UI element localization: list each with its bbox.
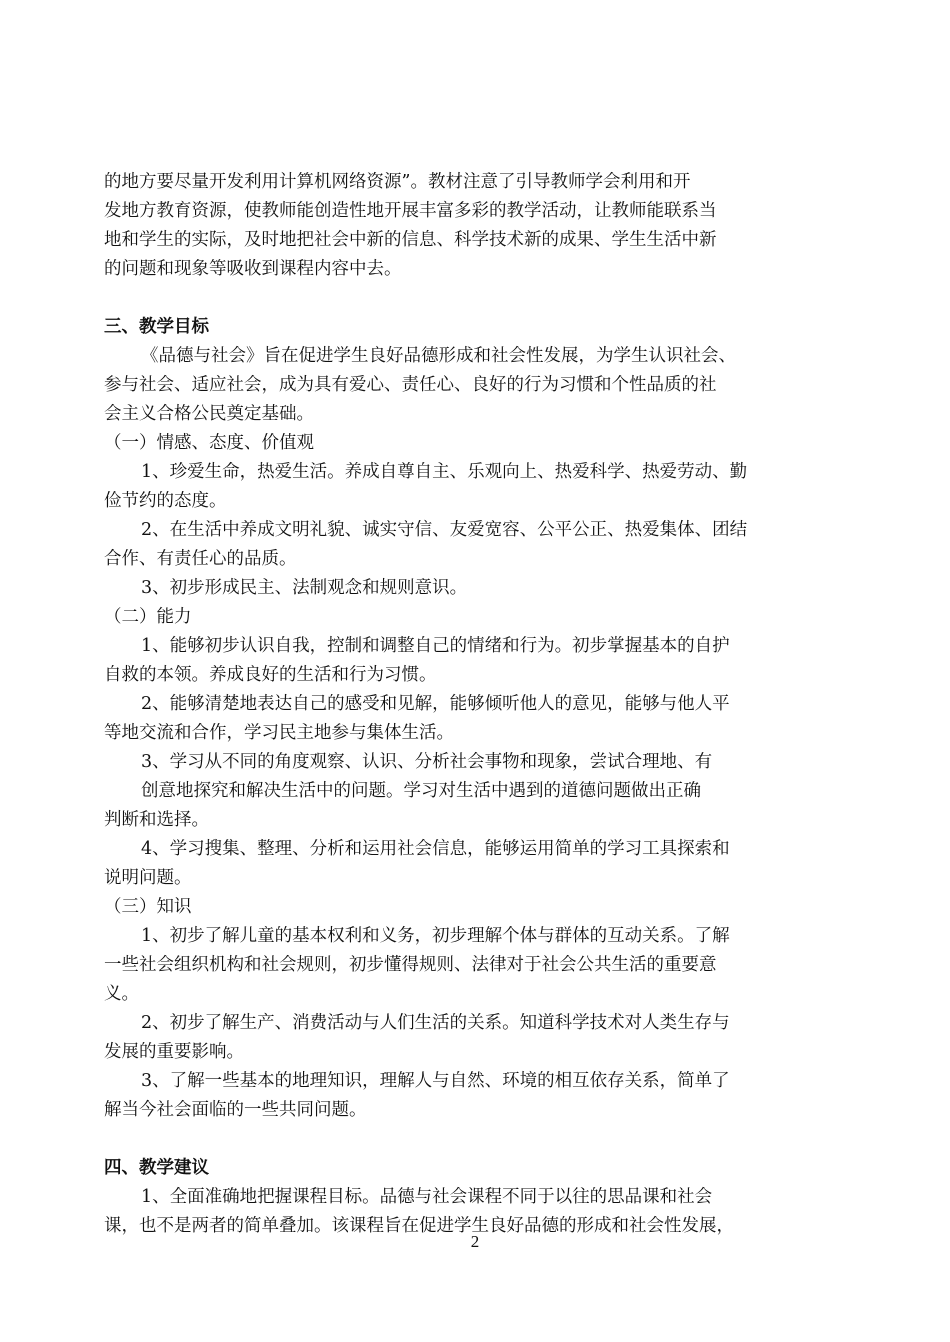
text-line: 3、学习从不同的角度观察、认识、分析社会事物和现象，尝试合理地、有 <box>141 752 713 772</box>
text-line: 解当今社会面临的一些共同问题。 <box>104 1100 367 1120</box>
text-line: 1、全面准确地把握课程目标。品德与社会课程不同于以往的思品课和社会 <box>141 1187 713 1207</box>
text-line: 发展的重要影响。 <box>104 1042 244 1062</box>
text-line: 1、能够初步认识自我，控制和调整自己的情绪和行为。初步掌握基本的自护 <box>141 636 730 656</box>
text-line: 1、初步了解儿童的基本权利和义务，初步理解个体与群体的互动关系。了解 <box>141 926 730 946</box>
text-line: 创意地探究和解决生活中的问题。学习对生活中遇到的道德问题做出正确 <box>141 781 701 801</box>
text-line: 参与社会、适应社会，成为具有爱心、责任心、良好的行为习惯和个性品质的社 <box>104 375 717 395</box>
section-heading: 四、教学建议 <box>104 1158 209 1178</box>
text-line: 《品德与社会》旨在促进学生良好品德形成和社会性发展，为学生认识社会、 <box>141 346 736 366</box>
text-line: 判断和选择。 <box>104 810 209 830</box>
text-line: 一些社会组织机构和社会规则，初步懂得规则、法律对于社会公共生活的重要意 <box>104 955 717 975</box>
text-line: 合作、有责任心的品质。 <box>104 549 297 569</box>
subsection-heading: （二）能力 <box>104 607 192 627</box>
subsection-heading: （一）情感、态度、价值观 <box>104 433 314 453</box>
text-line: 义。 <box>104 984 139 1004</box>
text-line: 4、学习搜集、整理、分析和运用社会信息，能够运用简单的学习工具探索和 <box>141 839 730 859</box>
text-line: 1、珍爱生命，热爱生活。养成自尊自主、乐观向上、热爱科学、热爱劳动、勤 <box>141 462 748 482</box>
text-line: 2、初步了解生产、消费活动与人们生活的关系。知道科学技术对人类生存与 <box>141 1013 730 1033</box>
text-line: 的地方要尽量开发利用计算机网络资源”。教材注意了引导教师学会利用和开 <box>104 172 691 192</box>
section-heading: 三、教学目标 <box>104 317 209 337</box>
text-line: 2、能够清楚地表达自己的感受和见解，能够倾听他人的意见，能够与他人平 <box>141 694 730 714</box>
text-line: 自救的本领。养成良好的生活和行为习惯。 <box>104 665 437 685</box>
page-number: 2 <box>470 1232 480 1251</box>
text-line: 说明问题。 <box>104 868 192 888</box>
text-line: 3、初步形成民主、法制观念和规则意识。 <box>141 578 468 598</box>
text-line: 俭节约的态度。 <box>104 491 227 511</box>
text-line: 3、了解一些基本的地理知识，理解人与自然、环境的相互依存关系，简单了 <box>141 1071 730 1091</box>
subsection-heading: （三）知识 <box>104 897 192 917</box>
text-line: 2、在生活中养成文明礼貌、诚实守信、友爱宽容、公平公正、热爱集体、团结 <box>141 520 748 540</box>
text-line: 地和学生的实际，及时地把社会中新的信息、科学技术新的成果、学生生活中新 <box>104 230 717 250</box>
text-line: 会主义合格公民奠定基础。 <box>104 404 314 424</box>
text-line: 等地交流和合作，学习民主地参与集体生活。 <box>104 723 454 743</box>
text-line: 课，也不是两者的简单叠加。该课程旨在促进学生良好品德的形成和社会性发展， <box>104 1216 734 1236</box>
text-line: 发地方教育资源，使教师能创造性地开展丰富多彩的教学活动，让教师能联系当 <box>104 201 717 221</box>
text-line: 的问题和现象等吸收到课程内容中去。 <box>104 259 402 279</box>
